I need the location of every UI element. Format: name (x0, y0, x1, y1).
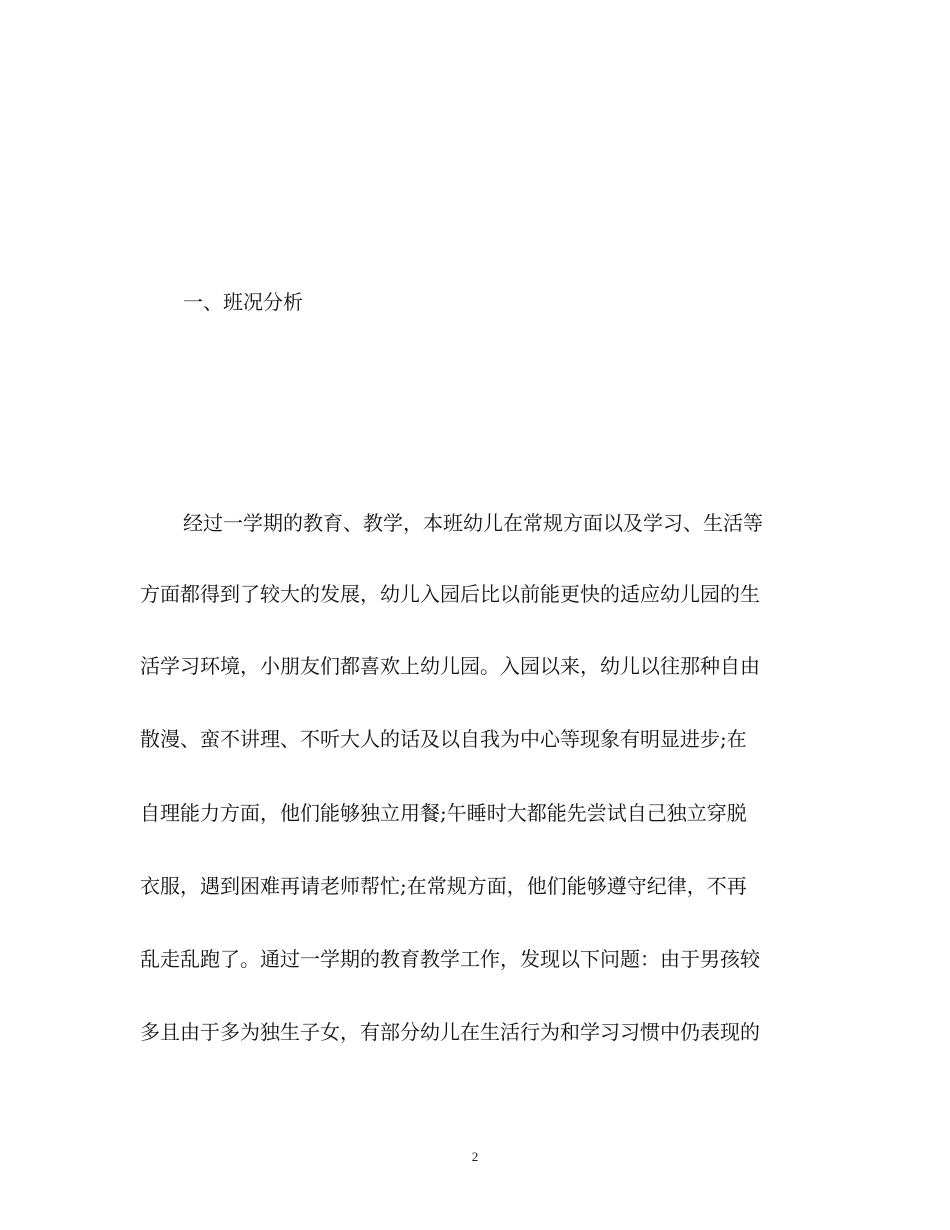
section-heading: 一、班况分析 (183, 290, 303, 314)
paragraph-line-1: 经过一学期的教育、教学，本班幼儿在常规方面以及学习、生活等 (183, 511, 763, 535)
paragraph-line-6: 衣服，遇到困难再请老师帮忙;在常规方面，他们能够遵守纪律，不再 (140, 874, 747, 898)
paragraph-line-7: 乱走乱跑了。通过一学期的教育教学工作，发现以下问题：由于男孩较 (140, 947, 760, 971)
paragraph-line-5: 自理能力方面，他们能够独立用餐;午睡时大都能先尝试自己独立穿脱 (140, 801, 747, 825)
paragraph-line-3: 活学习环境，小朋友们都喜欢上幼儿园。入园以来，幼儿以往那种自由 (140, 654, 760, 678)
paragraph-line-4: 散漫、蛮不讲理、不听大人的话及以自我为中心等现象有明显进步;在 (140, 727, 747, 751)
paragraph-line-8: 多且由于多为独生子女，有部分幼儿在生活行为和学习习惯中仍表现的 (140, 1020, 760, 1044)
paragraph-line-2: 方面都得到了较大的发展，幼儿入园后比以前能更快的适应幼儿园的生 (140, 582, 760, 606)
page-number: 2 (471, 1149, 479, 1164)
